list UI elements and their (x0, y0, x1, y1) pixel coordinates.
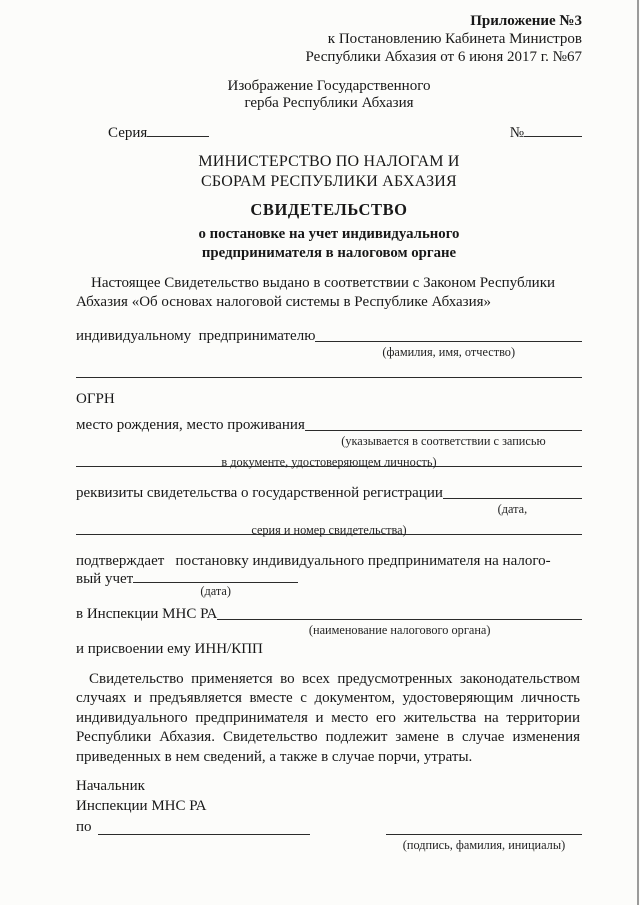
registration-blank-line2 (76, 519, 582, 535)
document-subtitle (76, 225, 582, 262)
signature-row (76, 818, 582, 852)
entrepreneur-caption: (фамилия, имя, отчество) (382, 344, 516, 359)
ogrn-label: ОГРН (76, 390, 115, 407)
ministry-line1: МИНИСТЕРСТВО ПО НАЛОГАМ И (198, 152, 460, 170)
emblem-placeholder (76, 78, 582, 113)
birthplace-caption1: (указывается в соответствии с записью (341, 433, 546, 448)
inspection-field (76, 605, 582, 637)
number-field (510, 123, 582, 142)
appendix-number: Приложение №3 (470, 13, 582, 29)
number-label: № (509, 124, 524, 141)
entrepreneur-blank-line2 (76, 362, 582, 378)
scan-edge-artifact (637, 0, 639, 905)
confirm-date-blank (133, 580, 298, 598)
series-label: Серия (108, 124, 148, 141)
confirm-caption: (дата) (200, 583, 231, 598)
emblem-line1: Изображение Государственного (227, 78, 431, 94)
signature-block (76, 777, 582, 852)
subtitle-line2: предпринимателя в налоговом органе (201, 244, 457, 261)
inspection-blank (217, 619, 582, 637)
signature-title-line2: Инспекции МНС РА (76, 797, 207, 814)
registration-label: реквизиты свидетельства о государственной регистрации (76, 484, 443, 501)
birthplace-blank-line2 (76, 451, 582, 467)
registration-caption2: серия и номер свидетельства) (251, 522, 407, 537)
confirm-line2-row (76, 570, 582, 598)
birthplace-blank (305, 430, 582, 448)
registration-field (76, 484, 582, 516)
signature-caption: (подпись, фамилия, инициалы) (402, 837, 566, 852)
emblem-line2: герба Республики Абхазия (244, 95, 414, 112)
entrepreneur-field (76, 327, 582, 359)
series-field (108, 123, 209, 142)
confirm-line2-label: вый учет (76, 570, 134, 587)
body-paragraph: Свидетельство применяется во всех предусмотренных законодательством случаях и предъявляется вместе с документом, удостоверяющим личность индивидуального предпринимателя и место его жительства на территории Республики Абхазия. Свидетельство подлежит замене в случае изменения приведенных в нем сведений, а также в случае порчи, утраты. (76, 670, 580, 765)
confirm-line1: подтверждает постановку индивидуального предпринимателя на налого- (76, 552, 551, 569)
signature-po-label: по (76, 819, 92, 836)
birthplace-label: место рождения, место проживания (76, 416, 305, 433)
birthplace-field (76, 416, 582, 448)
birthplace-caption2: в документе, удостоверяющем личность) (221, 454, 437, 469)
series-number-row (76, 123, 582, 142)
number-blank (524, 123, 582, 137)
registration-blank (443, 498, 582, 516)
decree-reference-line2: Республики Абхазия от 6 июня 2017 г. №67 (305, 49, 582, 65)
intro-paragraph: Настоящее Свидетельство выдано в соответствии с Законом Республики Абхазия «Об основах налоговой системы в Республике Абхазия» (76, 275, 556, 311)
ministry-heading (76, 152, 582, 193)
entrepreneur-label: индивидуальному предпринимателю (76, 327, 316, 344)
inn-kpp-label: и присвоении ему ИНН/КПП (76, 640, 263, 657)
registration-caption1: (дата, (497, 501, 528, 516)
series-blank (147, 123, 209, 137)
inspection-caption: (наименование налогового органа) (308, 622, 491, 637)
ministry-line2: СБОРАМ РЕСПУБЛИКИ АБХАЗИЯ (201, 172, 457, 190)
subtitle-line1: о постановке на учет индивидуального (198, 226, 460, 243)
decree-reference-line1: к Постановлению Кабинета Министров (327, 31, 582, 47)
entrepreneur-blank (315, 341, 582, 359)
signature-sign-blank (386, 834, 582, 852)
document-title: СВИДЕТЕЛЬСТВО (250, 200, 408, 220)
signature-title-line1: Начальник (76, 778, 145, 795)
inspection-label: в Инспекции МНС РА (76, 605, 218, 622)
signature-po-blank (98, 834, 310, 835)
